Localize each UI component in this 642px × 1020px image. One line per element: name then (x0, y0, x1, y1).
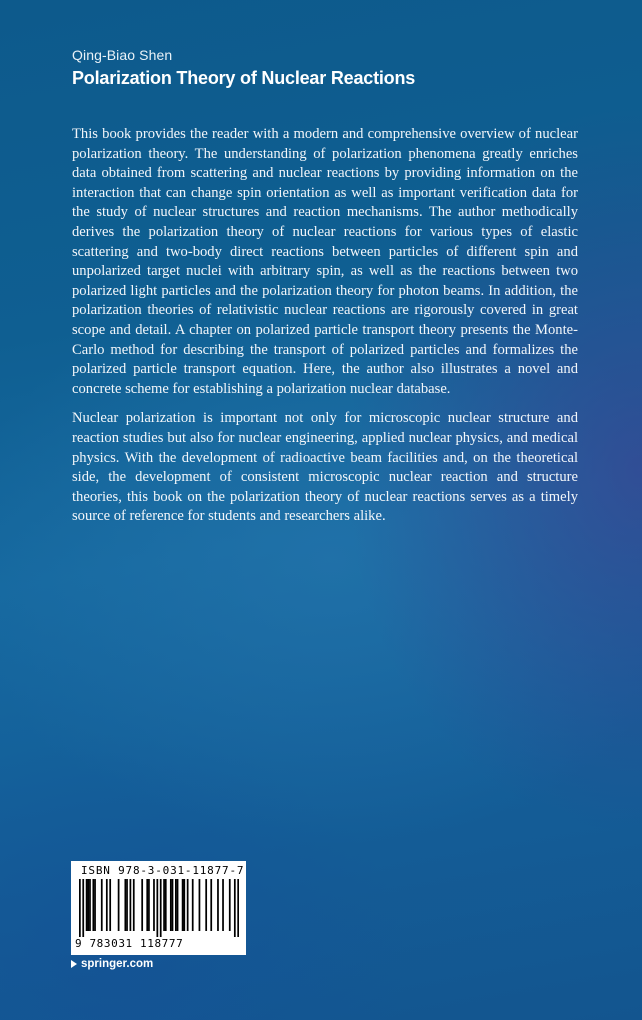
barcode-bar (237, 879, 239, 937)
publisher-link[interactable] (71, 958, 153, 970)
barcode-bar (210, 879, 212, 931)
barcode-bar (92, 879, 94, 931)
barcode-bar (156, 879, 158, 937)
book-title: Polarization Theory of Nuclear Reactions (72, 68, 416, 88)
barcode-bar (118, 879, 120, 931)
barcode-bar (183, 879, 185, 931)
barcode-bar (101, 879, 103, 931)
barcode-bar (192, 879, 194, 931)
barcode-bar (175, 879, 177, 931)
barcode-bar (148, 879, 150, 931)
publisher-url: springer.com (81, 958, 154, 970)
barcode-bar (133, 879, 135, 931)
barcode-bar (106, 879, 108, 931)
barcode-bar (160, 879, 162, 937)
barcode-bar (89, 879, 91, 931)
barcode-bar (165, 879, 167, 931)
barcode-bar (217, 879, 219, 931)
barcode-bar (86, 879, 88, 931)
barcode-bar (199, 879, 201, 931)
barcode-bar (82, 879, 84, 937)
barcode-box (71, 861, 246, 955)
author-name: Qing-Biao Shen (72, 47, 173, 63)
barcode-bar (172, 879, 174, 931)
barcode-bar (163, 879, 165, 931)
arrow-right-icon (71, 960, 77, 968)
barcode-bar (124, 879, 126, 931)
barcode-bar (87, 879, 89, 931)
barcode-bar (205, 879, 207, 931)
barcode-icon (79, 879, 239, 937)
blurb-paragraph: This book provides the reader with a modern and comprehensive overview of nuclear polarization theory. The understanding of polarization phenomena greatly enriches data obtained from scattering and nuclear reactions by providing information on the interaction that can change spin orientation as well as important verification data for the study of nuclear structures and reaction mechanisms. The author methodically derives the polarization theory of nuclear reactions for various types of elastic scattering and two-body direct reactions between particles of different spin and unpolarized target nuclei with arbitrary spin, as well as the reactions between two polarized light particles and the polarization theory for photon beams. In addition, the polarization theories of relativistic nuclear reactions are rigorously covered in great scope and detail. A chapter on polarized particle transport theory presents the Monte-Carlo method for describing the transport of polarized particles and formalizes the polarized particle transport equation. Here, the author also illustrates a novel and concrete scheme for establishing a polarization nuclear database. (72, 126, 578, 397)
isbn-label: ISBN 978-3-031-11877-7 (81, 864, 245, 877)
barcode-bar (94, 879, 96, 931)
barcode-bar (153, 879, 155, 931)
barcode-bar (222, 879, 224, 931)
barcode-bar (182, 879, 184, 931)
barcode-bar (187, 879, 189, 931)
blurb (72, 125, 578, 537)
blurb-paragraph: Nuclear polarization is important not only for microscopic nuclear structure and reaction studies but also for nuclear engineering, applied nuclear physics, and medical physics. With the development of radioactive beam facilities and, on the theoretical side, the development of consistent microscopic nuclear reaction and structure theories, this book on the polarization theory of nuclear reactions serves as a timely source of reference for students and researchers alike. (72, 410, 578, 525)
barcode-bar (79, 879, 81, 937)
barcode-bar (141, 879, 143, 931)
barcode-bar (146, 879, 148, 931)
barcode-bar (126, 879, 128, 931)
barcode-bar (229, 879, 231, 931)
barcode-bar (234, 879, 236, 937)
barcode-bar (130, 879, 132, 931)
barcode-bar (170, 879, 172, 931)
barcode-digits: 9 783031 118777 (75, 937, 184, 950)
barcode-bar (109, 879, 111, 931)
barcode-bar (177, 879, 179, 931)
